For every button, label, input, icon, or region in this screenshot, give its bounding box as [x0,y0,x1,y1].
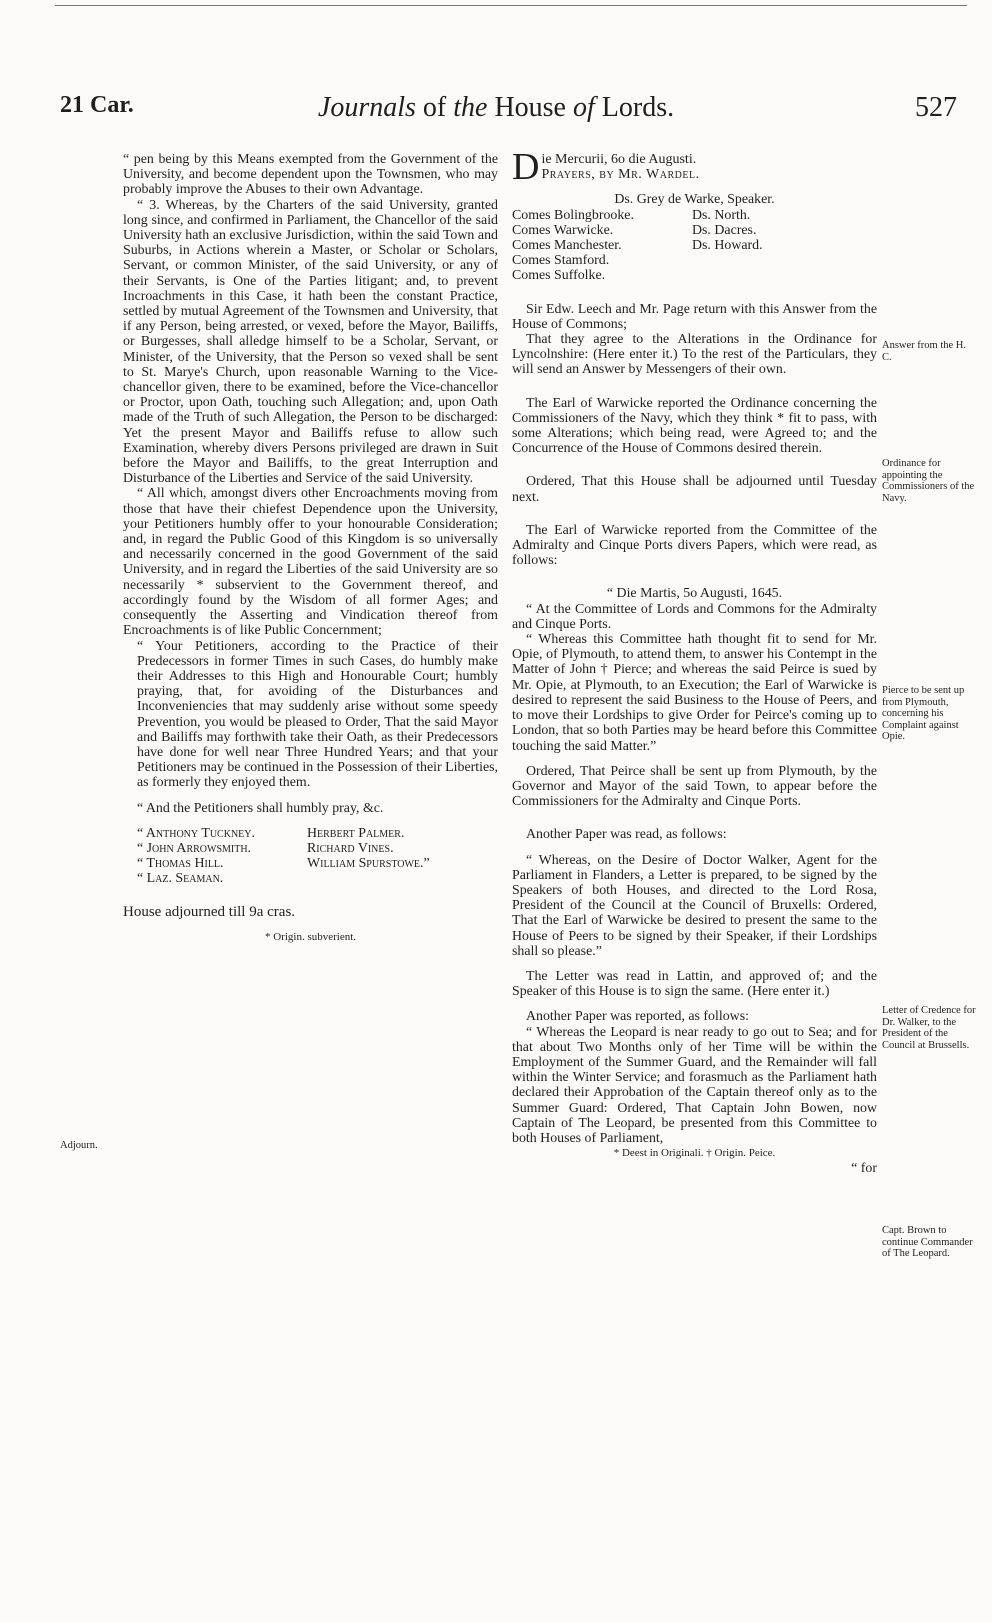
title-part-4: House [487,92,573,123]
sitting-date: ie Mercurii, 6o die Augusti. [541,152,697,167]
right-paragraph-7: “ At the Committee of Lords and Commons for the Admiralty and Cinque Ports. [512,601,877,632]
right-footnote: * Deest in Originali. † Origin. Peice. [613,1147,776,1160]
left-paragraph-1: “ pen being by this Means exempted from the Government of the University, and become dependent upon the Townsmen, who may probably improve the Abuses to their own Advantage. [123,152,498,198]
signature-row [137,871,477,886]
roll-entry: Comes Stamford. [512,253,610,269]
margin-note-leopard: Capt. Brown to continue Commander of The Leopard. [882,1225,973,1259]
right-paragraph-1: Sir Edw. Leech and Mr. Page return with this Answer from the House of Commons; [512,301,877,332]
attendance-roll [512,208,877,284]
signatures [137,826,477,887]
left-paragraph-5: “ And the Petitioners shall humbly pray, &c. [137,800,384,816]
roll-entry: Comes Bolingbrooke. [512,207,634,223]
signature-row [137,856,477,871]
roll-entry: Comes Warwicke. [512,222,614,238]
left-column [123,152,498,945]
signature-row [137,841,477,856]
title-part-6: Lords. [594,92,675,123]
top-rule [55,5,967,6]
catchword: “ for [851,1161,877,1177]
right-paragraph-6: “ Die Martis, 5o Augusti, 1645. [606,586,783,602]
right-paragraph-8: “ Whereas this Committee hath thought fit to send for Mr. Opie, of Plymouth, to attend them, to answer his Contempt in the Matter of John † Pierce; and whereas the said Peirce is sued by Mr. Opie, at Plymouth, to an Execution; the Earl of Warwicke is desired to represent the said Business to the House of Peers, and to move their Lordships to give Order for Peirce's coming up to London, that so both Parties may be heard before this Committee touching the said Matter.” [512,632,877,754]
margin-note-pierce: Pierce to be sent up from Plymouth, concerning his Complaint against Opie. [882,685,965,742]
right-paragraph-9: Ordered, That Peirce shall be sent up from Plymouth, by the Governor and Mayor of the said Town, to appear before the Commissioners for the Admiralty and Cinque Ports. [512,763,877,810]
margin-note-ordinance: Ordinance for appointing the Commissioners of the Navy. [882,458,975,504]
title-part-1: Journals [317,92,416,123]
signature: “ Laz. Seaman. [137,871,224,887]
left-paragraph-4: “ Your Petitioners, according to the Practice of their Predecessors in former Times in such Cases, do humbly make their Addresses to this High and Honourable Court; humbly praying, that, for avoiding of the Disturbances and Inconveniencies that may suddenly arise without some speedy Prevention, you would be pleased to Order, That the said Mayor and Bailiffs may forthwith take their Oath, as their Predecessors have done for well near Three Hundred Years; and that your Petitioners may be continued in the Possession of their Liberties, as formerly they enjoyed them. [137,638,498,791]
signature-row [137,826,477,841]
date-line [512,152,877,182]
right-column [512,152,877,1177]
signature: “ Thomas Hill. [137,856,224,872]
speaker-line: Ds. Grey de Warke, Speaker. [614,192,775,208]
prayers-line: Prayers, by Mr. Wardel. [541,167,700,183]
signature [307,871,477,886]
signature: William Spurstowe.” [307,856,430,872]
roll-entry: Ds. Howard. [692,238,763,254]
roll-entry: Comes Suffolke. [512,268,606,284]
left-paragraph-3: “ All which, amongst divers other Encroachments moving from those that have their chiefest Dependence upon the University, your Petitioners humbly offer to your honourable Consideration; and, in regard the Public Good of this Kingdom is so universally and necessarily concerned in the good Government of the said University, and in regard the Liberties of the said University are so necessarily * subservient to the Government thereof, and accordingly found by the Wisdom of all former Ages; and consequently the Asserting and Vindication thereof from Encroachments is of like Public Concernment; [123,486,498,639]
roll-entry: Ds. North. [692,207,751,223]
right-paragraph-5: The Earl of Warwicke reported from the Committee of the Admiralty and Cinque Ports divers Papers, which were read, as follows: [512,522,877,569]
roll-entry: Ds. Dacres. [692,222,757,238]
right-paragraph-14: “ Whereas the Leopard is near ready to go out to Sea; and for that about Two Months only of her Time will be within the Employment of the Summer Guard, and the Remainder will fall within the Winter Service; and forasmuch as the Parliament hath declared their Approbation of the Captain thereof only as to the Summer Guard: Ordered, That Captain John Bowen, now Captain of The Leopard, be presented from this Committee to both Houses of Parliament, [512,1024,877,1146]
signature: Herbert Palmer. [307,825,405,841]
roll-entry: Comes Manchester. [512,238,622,254]
page-number: 527 [915,92,957,123]
right-paragraph-4: Ordered, That this House shall be adjourned until Tuesday next. [512,474,877,505]
left-footnote: * Origin. subverient. [264,930,357,943]
margin-note-letter: Letter of Credence for Dr. Walker, to the President of the Council at Brussells. [882,1005,976,1051]
right-paragraph-10: Another Paper was read, as follows: [526,827,727,843]
running-title [0,92,992,124]
page-header [0,92,992,152]
regnal-year: 21 Car. [60,92,134,118]
right-paragraph-2: That they agree to the Alterations in the Ordinance for Lyncolnshire: (Here enter it.) To the rest of the Particulars, they will send an Answer by Messengers of their own. [512,332,877,378]
title-part-5: of [572,92,595,123]
adjourn-entry: House adjourned till 9a cras. [123,903,296,920]
roll-entry [692,253,842,268]
title-part-2: of [415,92,454,123]
margin-note-adjourn: Adjourn. [60,1140,98,1151]
right-paragraph-13: Another Paper was reported, as follows: [526,1009,749,1025]
right-paragraph-3: The Earl of Warwicke reported the Ordinance concerning the Commissioners of the Navy, which they think * fit to pass, with some Alterations; which being read, were Agreed to; and the Concurrence of the House of Commons desired therein. [512,395,877,457]
roll-entry [692,268,842,283]
title-part-3: the [453,92,488,123]
right-paragraph-11: “ Whereas, on the Desire of Doctor Walker, Agent for the Parliament in Flanders, a Letter is prepared, to be signed by the Speakers of both Houses, and directed to the Lord Rosa, President of the Council at the Council of Bruxells: Ordered, That the Earl of Warwicke be desired to present the same to the House of Peers to be signed by their Speaker, if their Lordships shall so please.” [512,852,877,959]
left-paragraph-2: “ 3. Whereas, by the Charters of the said University, granted long since, and confirmed in Parliament, the Chancellor of the said University hath an exclusive Jurisdiction, within the said Town and Suburbs, in Actions wherein a Master, or Scholar or Scholars, Servant, or common Minister, of the said University, or any of their Servants, is One of the Parties litigant; and, to prevent Incroachments in this Case, it hath been the constant Practice, settled by mutual Agreement of the Townsmen and University, that if any Person, being arrested, or vexed, before the Mayor, Bailiffs, or Burgesses, shall alledge himself to be a Scholar, Servant, or Minister, of the University, that the Person so vexed shall be sent to St. Marye's Church, upon reasonable Warning to the Vice-chancellor given, there to be examined, before the Vice-chancellor or Proctor, upon Oath, touching such Allegation; and, upon Oath made of the Truth of such Allegation, the Person to be discharged: Yet the present Mayor and Bailiffs refuse to allow such Examination, whereby divers Persons privileged are drawn in Suit before the Mayor and Bailiffs, to the great Interruption and Disturbance of the Liberties and Service of the said University. [123,197,498,487]
drop-cap: D [512,152,540,183]
right-paragraph-12: The Letter was read in Lattin, and approved of; and the Speaker of this House is to sign the same. (Here enter it.) [512,968,877,1000]
signature: Richard Vines. [307,840,394,856]
signature: “ Anthony Tuckney. [137,825,255,841]
margin-note-answer: Answer from the H. C. [882,340,966,363]
signature: “ John Arrowsmith. [137,840,252,856]
